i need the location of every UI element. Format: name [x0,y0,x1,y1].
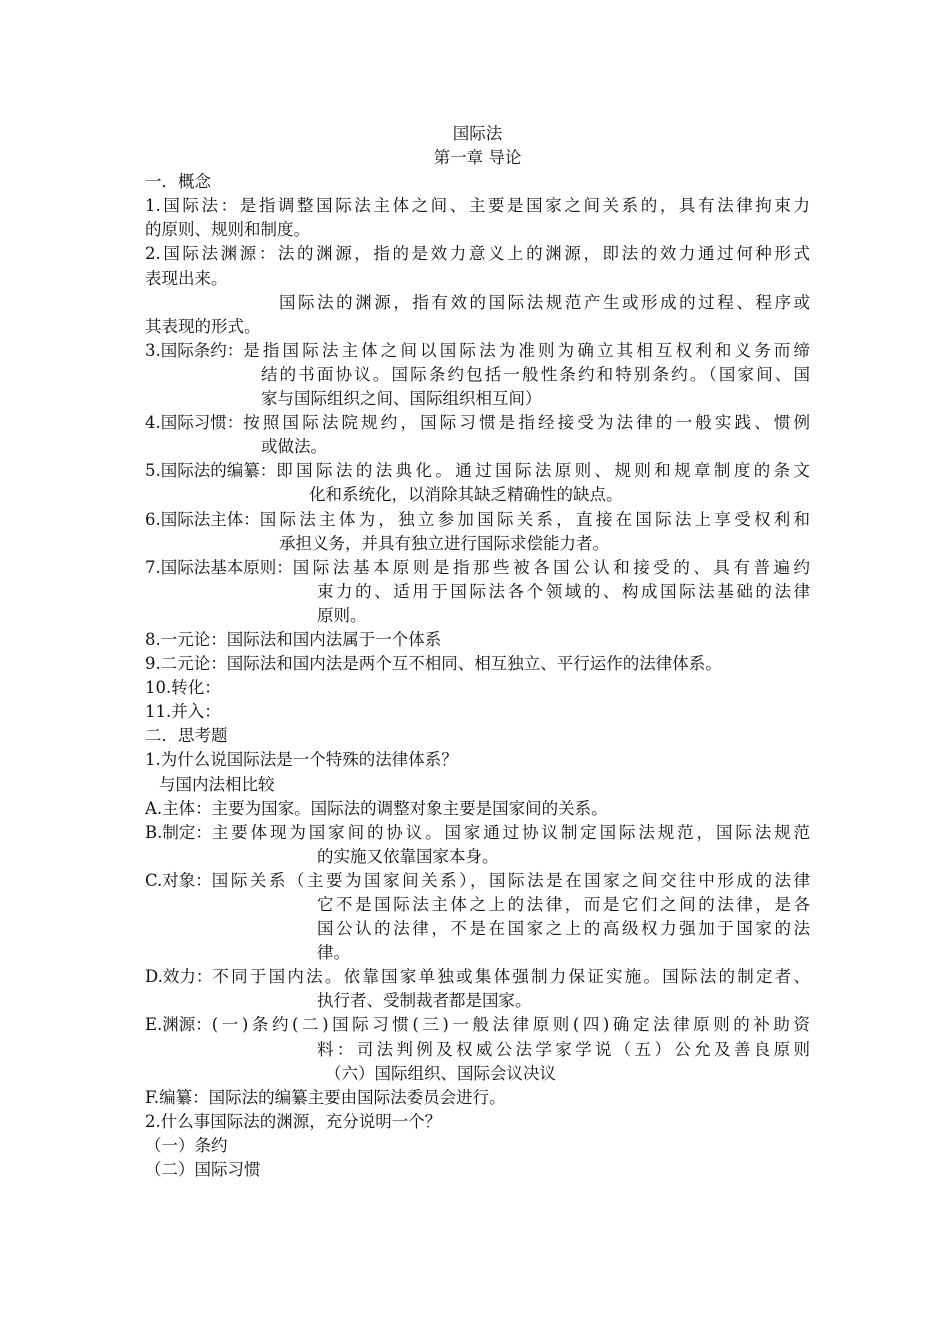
definition-6 [145,508,810,532]
definition-4-line: 按照国际法院规约，国际习惯是指经接受为法律的一般实践、惯例 [243,413,810,433]
question-2-item: （二）国际习惯 [145,1160,261,1180]
definition-5-label: 5.国际法的编纂： [145,461,277,481]
answer-c-line: 国公认的法律，不是在国家之上的高级权力强加于国家的法 [317,919,810,939]
answer-b [145,821,810,845]
definition-4-label: 4.国际习惯： [145,413,244,433]
answer-c-line: 律。 [317,943,350,963]
definition-7 [145,556,810,580]
answer-c [145,869,810,893]
definition-2-line-1: 2.国际法渊源：法的渊源，指的是效力意义上的渊源，即法的效力通过何种形式 [145,244,810,264]
definition-7-label: 7.国际法基本原则： [145,557,293,577]
definition-5-line: 化和系统化，以消除其缺乏精确性的缺点。 [309,485,623,505]
answer-d [145,965,810,989]
answer-c-label: C.对象： [145,870,212,890]
answer-b-line: 主要体现为国家间的协议。国家通过协议制定国际法规范，国际法规范 [211,822,810,842]
definition-2-line-2: 表现出来。 [145,268,228,288]
answer-e [145,1013,810,1037]
definition-3-label: 3.国际条约： [145,340,244,360]
definition-1-line-2: 的原则、规则和制度。 [145,220,310,240]
definition-8: 8.一元论：国际法和国内法属于一个体系 [145,629,442,649]
definition-4-line: 或做法。 [261,437,327,457]
answer-d-line: 不同于国内法。依靠国家单独或集体强制力保证实施。国际法的制定者、 [212,967,810,987]
definition-7-line: 原则。 [317,605,367,625]
definition-6-line: 国际法主体为，独立参加国际关系，直接在国际法上享受权利和 [259,509,810,529]
definition-2-line-3: 国际法的渊源，指有效的国际法规范产生或形成的过程、程序或 [279,292,810,312]
definition-7-line: 束力的、适用于国际法各个领域的、构成国际法基础的法律 [317,581,810,601]
definition-5-line: 即国际法的法典化。通过国际法原则、规则和规章制度的条文 [276,461,810,481]
question-1: 1.为什么说国际法是一个特殊的法律体系？ [145,750,458,770]
answer-b-line: 的实施又依靠国家本身。 [317,846,499,866]
definition-1-line-1: 1.国际法：是指调整国际法主体之间、主要是国家之间关系的，具有法律拘束力 [145,196,810,216]
answer-d-label: D.效力： [145,967,213,987]
question-2: 2.什么事国际法的渊源，充分说明一个？ [145,1111,442,1131]
definition-11: 11.并入： [145,702,221,722]
definition-3-line: 是指国际法主体之间以国际法为准则为确立其相互权利和义务而缔 [243,340,810,360]
section-heading-concepts: 一．概念 [145,172,211,192]
definition-3-line: 家与国际组织之间、国际组织相互间） [261,389,542,409]
answer-f: F.编纂：国际法的编纂主要由国际法委员会进行。 [145,1087,506,1107]
definition-10: 10.转化： [145,678,221,698]
answer-d-line: 执行者、受制裁者都是国家。 [317,991,532,1011]
answer-e-line: （六）国际组织、国际会议决议 [325,1063,556,1083]
document-page [145,122,810,1182]
answer-c-line: 国际关系（主要为国家间关系），国际法是在国家之间交往中形成的法律 [211,870,810,890]
answer-a: A.主体：主要为国家。国际法的调整对象主要是国家间的关系。 [145,798,608,818]
definition-2-line-4: 其表现的形式。 [145,316,261,336]
definition-3-line: 结的书面协议。国际条约包括一般性条约和特别条约。（国家间、国 [261,364,810,384]
answer-b-label: B.制定： [145,822,212,842]
answer-e-line: 料：司法判例及权威公法学家学说（五）公允及善良原则 [317,1039,810,1059]
question-1-intro: 与国内法相比较 [159,774,275,794]
definition-6-label: 6.国际法主体： [145,509,260,529]
answer-c-line: 它不是国际法主体之上的法律，而是它们之间的法律，是各 [317,895,810,914]
answer-e-line: (一)条约(二)国际习惯(三)一般法律原则(四)确定法律原则的补助资 [211,1015,810,1035]
definition-6-line: 承担义务，并具有独立进行国际求偿能力者。 [279,533,609,553]
question-2-item: （一）条约 [145,1135,228,1155]
section-heading-questions: 二．思考题 [145,726,228,746]
definition-3 [145,339,810,363]
definition-5 [145,459,810,483]
definition-9: 9.二元论：国际法和国内法是两个互不相同、相互独立、平行运作的法律体系。 [145,654,722,674]
definition-4 [145,411,810,435]
answer-e-label: E.渊源： [145,1015,212,1035]
document-title: 国际法 [452,124,503,143]
definition-7-line: 国际法基本原则是指那些被各国公认和接受的、具有普遍约 [292,557,810,577]
chapter-heading: 第一章 导论 [433,148,522,168]
